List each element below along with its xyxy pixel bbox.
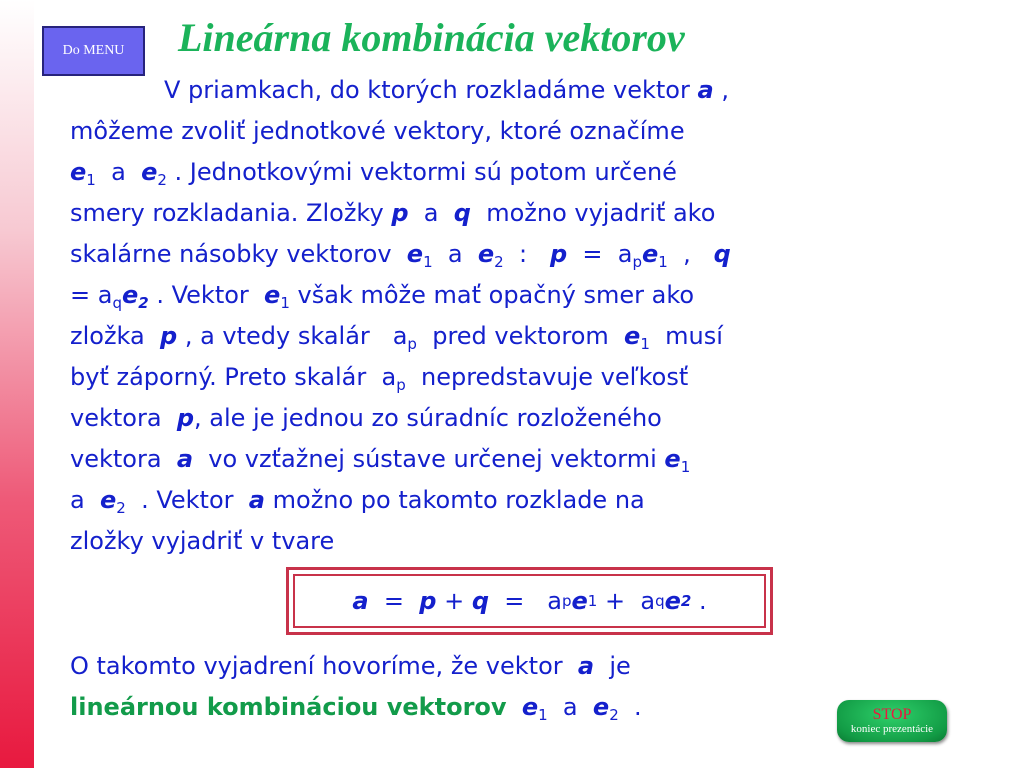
vector-a: a: [577, 652, 595, 680]
subscript: q: [112, 294, 122, 312]
formula-box: [286, 567, 773, 635]
text-run: a: [111, 158, 126, 186]
vector-p: p: [419, 587, 437, 615]
subscript: 1: [640, 335, 650, 353]
subscript: 1: [280, 294, 290, 312]
text-run: ,: [721, 76, 729, 104]
text-run: musí: [665, 322, 723, 350]
text-run: však môže mať opačný smer ako: [297, 281, 695, 309]
vector-a: a: [176, 445, 194, 473]
slide-body-text: [70, 70, 950, 562]
text-run: a: [562, 693, 578, 721]
text-run: zložky vyjadriť v tvare: [70, 527, 335, 555]
text-run: .: [634, 693, 642, 721]
scalar-a: a: [392, 322, 408, 350]
slide-title: Lineárna kombinácia vektorov: [178, 15, 685, 60]
vector-e: e: [99, 486, 117, 514]
vector-p: p: [176, 404, 194, 432]
vector-e: e: [477, 240, 495, 268]
vector-e: e: [406, 240, 424, 268]
text-run: byť záporný. Preto skalár: [70, 363, 367, 391]
stop-button-label: STOP: [872, 706, 912, 723]
text-run: možno po takomto rozklade na: [272, 486, 645, 514]
subscript: 2: [138, 294, 149, 312]
text-line: [70, 521, 950, 562]
text-run: vektora: [70, 445, 162, 473]
vector-e: e: [664, 587, 681, 615]
text-run: :: [518, 240, 528, 268]
subscript: 1: [538, 706, 548, 724]
text-line: [70, 111, 950, 152]
text-run: = a: [70, 281, 113, 309]
vector-e: e: [141, 158, 158, 186]
subscript: 1: [680, 458, 691, 476]
vector-q: q: [471, 587, 489, 615]
vector-a: a: [352, 587, 369, 615]
vector-e: e: [624, 322, 641, 350]
vector-e: e: [664, 445, 681, 473]
scalar-a: a: [381, 363, 397, 391]
equals-sign: =: [383, 587, 404, 615]
text-line: [70, 357, 950, 398]
text-line: [70, 316, 950, 357]
highlighted-term: lineárnou kombináciou vektorov: [70, 693, 507, 721]
conclusion-text: [70, 646, 950, 728]
formula: a = p + q = a p e 1 + a q e 2 .: [293, 574, 766, 628]
left-decorative-strip: [0, 0, 34, 768]
text-run: skalárne násobky vektorov: [70, 240, 392, 268]
subscript: 1: [423, 253, 433, 271]
text-run: nepredstavuje veľkosť: [420, 363, 689, 391]
vector-p: p: [160, 322, 178, 350]
text-line: [70, 398, 950, 439]
subscript: p: [407, 335, 417, 353]
plus-sign: +: [604, 587, 626, 615]
vector-e: e: [521, 693, 539, 721]
menu-button[interactable]: [42, 26, 145, 76]
text-run: a: [447, 240, 463, 268]
text-run: možno vyjadriť ako: [486, 199, 716, 227]
text-run: vektora: [70, 404, 162, 432]
text-line: [70, 646, 950, 687]
subscript: 2: [116, 499, 126, 517]
text-line: [70, 70, 950, 111]
subscript: p: [632, 253, 643, 271]
text-run: =: [582, 240, 603, 268]
text-line: [70, 480, 950, 521]
menu-button-label: Do MENU: [62, 43, 125, 58]
vector-e: e: [264, 281, 281, 309]
subscript: p: [396, 376, 406, 394]
text-line: [70, 275, 950, 316]
text-run: . Vektor: [156, 281, 249, 309]
text-run: zložka: [70, 322, 145, 350]
text-line: [70, 152, 950, 193]
subscript: 1: [86, 171, 96, 189]
stop-button[interactable]: [837, 700, 947, 742]
text-run: smery rozkladania. Zložky: [70, 199, 384, 227]
stop-button-sublabel: koniec prezentácie: [850, 723, 934, 735]
vector-q: q: [713, 240, 731, 268]
vector-p: p: [391, 199, 409, 227]
text-line: [70, 193, 950, 234]
text-run: .: [698, 587, 707, 615]
vector-p: p: [549, 240, 568, 268]
scalar-a: a: [617, 240, 633, 268]
text-run: V priamkach, do ktorých rozkladáme vektor: [164, 76, 690, 104]
scalar-a: a: [640, 587, 656, 615]
text-run: a: [423, 199, 439, 227]
text-run: . Jednotkovými vektormi sú potom určené: [174, 158, 677, 186]
text-line: [70, 687, 950, 728]
text-run: je: [609, 652, 631, 680]
text-run: ,: [683, 240, 691, 268]
vector-e: e: [592, 693, 610, 721]
text-run: vo vzťažnej sústave určenej vektormi: [208, 445, 657, 473]
vector-e: e: [571, 587, 588, 615]
text-run: . Vektor: [141, 486, 234, 514]
vector-a: a: [697, 76, 714, 104]
vector-q: q: [453, 199, 471, 227]
scalar-a: a: [547, 587, 562, 615]
text-line: [70, 439, 950, 480]
text-run: a: [70, 486, 85, 514]
text-line: [70, 234, 950, 275]
vector-a: a: [248, 486, 265, 514]
equals-sign: =: [504, 587, 525, 615]
text-run: môžeme zvoliť jednotkové vektory, ktoré označíme: [70, 117, 685, 145]
subscript: 2: [609, 706, 619, 724]
subscript: 2: [494, 253, 504, 271]
text-run: , ale je jednou zo súradníc rozloženého: [194, 404, 662, 432]
text-run: , a vtedy skalár: [184, 322, 370, 350]
vector-e: e: [70, 158, 87, 186]
text-run: pred vektorom: [432, 322, 609, 350]
subscript: 2: [157, 171, 167, 189]
vector-e: e: [642, 240, 659, 268]
plus-sign: +: [444, 587, 465, 615]
text-run: O takomto vyjadrení hovoríme, že vektor: [70, 652, 563, 680]
vector-e: e: [121, 281, 139, 309]
subscript: 1: [658, 253, 668, 271]
